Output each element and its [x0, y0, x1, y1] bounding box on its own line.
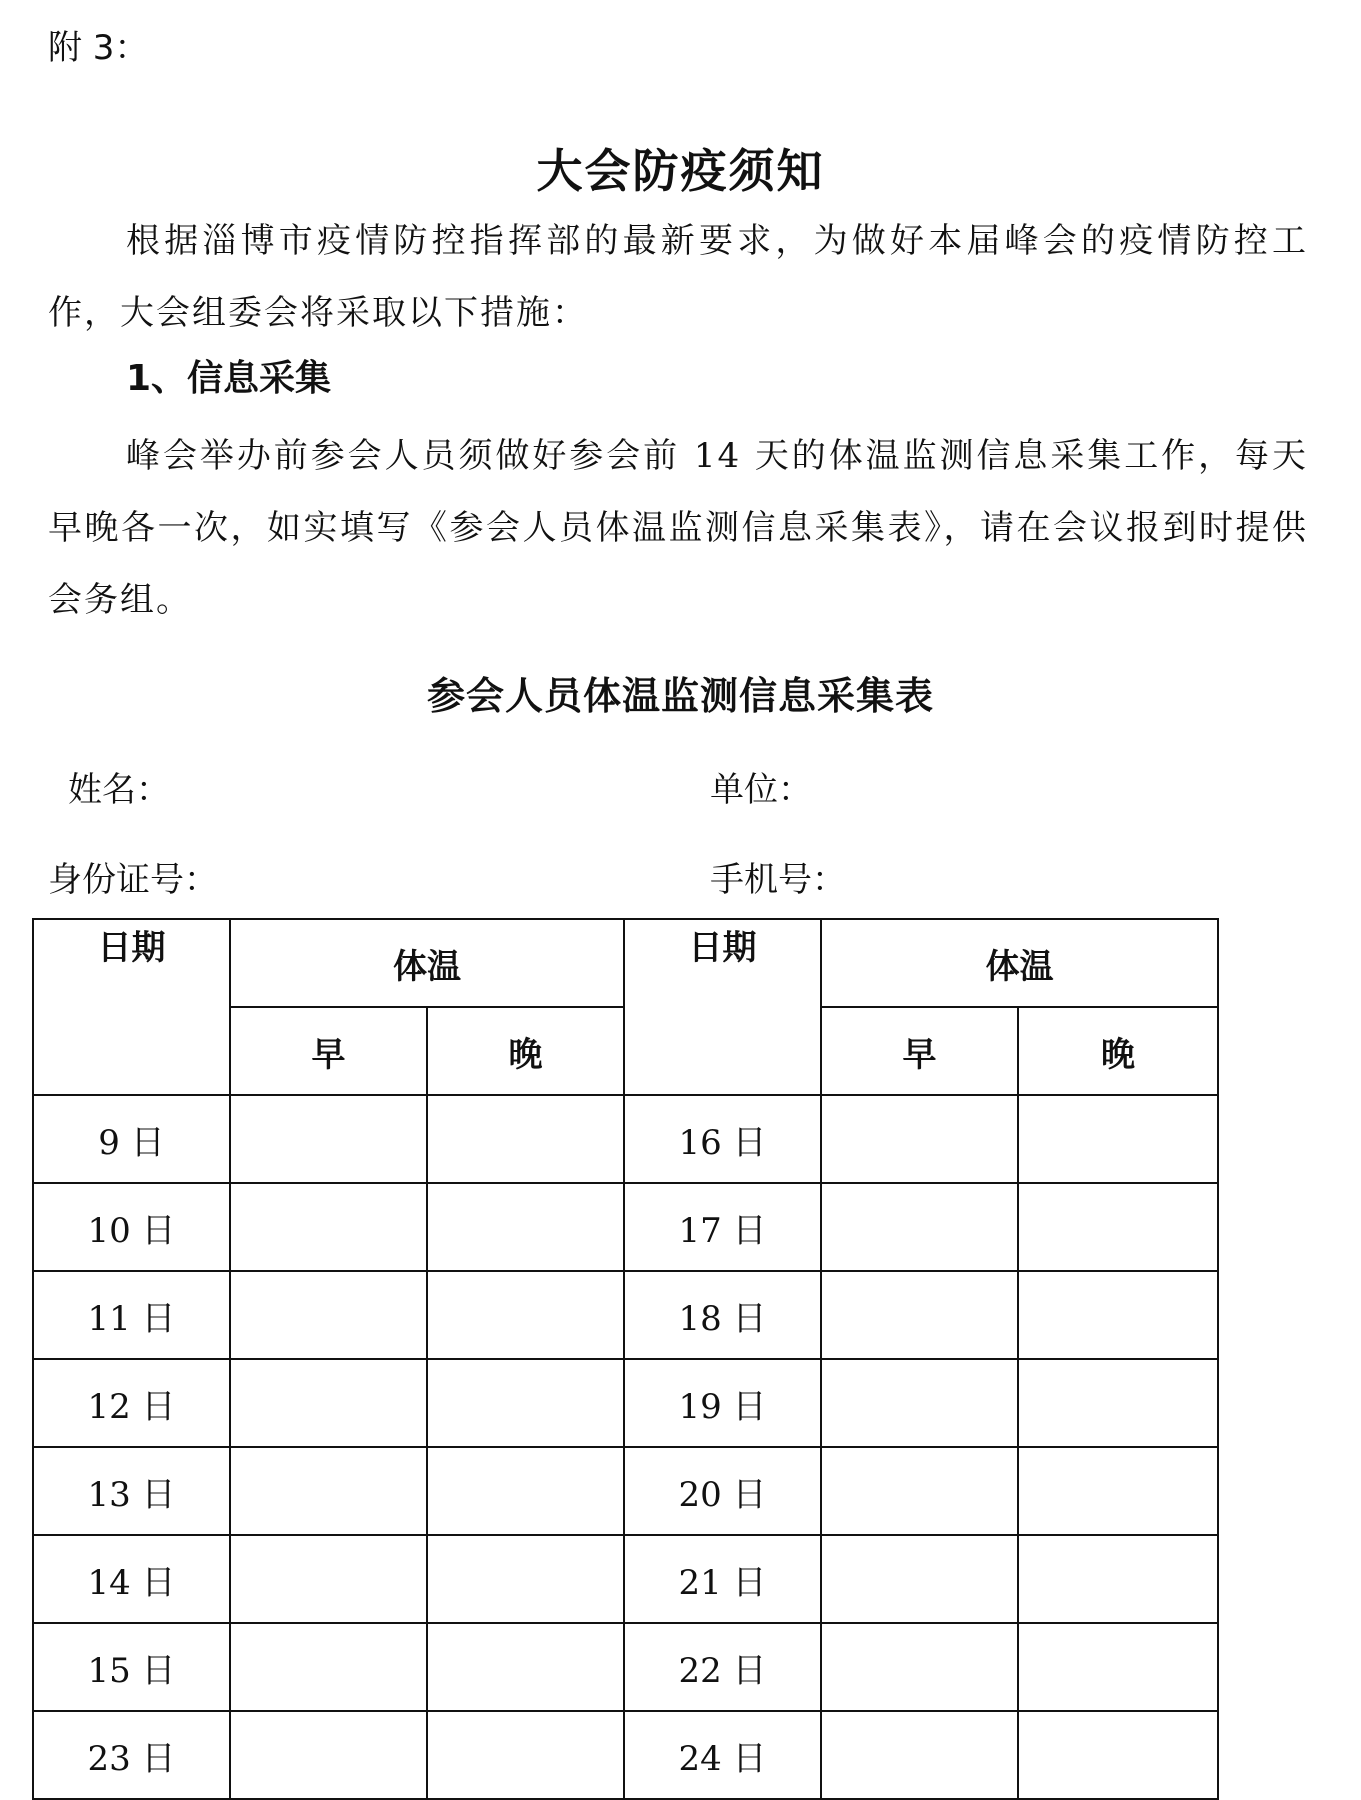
day-cell-left: 23 日 — [33, 1711, 230, 1799]
day-cell-left: 10 日 — [33, 1183, 230, 1271]
evening-cell[interactable] — [1018, 1271, 1218, 1359]
morning-cell[interactable] — [230, 1711, 427, 1799]
morning-cell[interactable] — [230, 1447, 427, 1535]
evening-cell[interactable] — [1018, 1183, 1218, 1271]
date-header-left: 日期 — [33, 919, 230, 1095]
morning-cell[interactable] — [230, 1623, 427, 1711]
day-cell-right: 18 日 — [624, 1271, 821, 1359]
day-cell-right: 17 日 — [624, 1183, 821, 1271]
morning-cell[interactable] — [821, 1271, 1018, 1359]
morning-cell[interactable] — [821, 1095, 1018, 1183]
evening-cell[interactable] — [1018, 1447, 1218, 1535]
intro-paragraph: 根据淄博市疫情防控指挥部的最新要求，为做好本届峰会的疫情防控工作，大会组委会将采取以下措施： — [48, 221, 1308, 333]
evening-cell[interactable] — [427, 1183, 624, 1271]
day-cell-left: 14 日 — [33, 1535, 230, 1623]
evening-cell[interactable] — [427, 1095, 624, 1183]
morning-header-right: 早 — [821, 1007, 1018, 1095]
table-row — [33, 1447, 1218, 1535]
temperature-table — [32, 918, 1219, 1800]
evening-cell[interactable] — [427, 1271, 624, 1359]
form-title: 参会人员体温监测信息采集表 — [426, 674, 934, 718]
table-row — [33, 1359, 1218, 1447]
day-cell-right: 22 日 — [624, 1623, 821, 1711]
evening-cell[interactable] — [1018, 1623, 1218, 1711]
evening-cell[interactable] — [427, 1447, 624, 1535]
table-row — [33, 1183, 1218, 1271]
day-cell-right: 16 日 — [624, 1095, 821, 1183]
evening-cell[interactable] — [1018, 1095, 1218, 1183]
morning-cell[interactable] — [821, 1447, 1018, 1535]
evening-cell[interactable] — [1018, 1535, 1218, 1623]
attachment-label: 附 3： — [48, 28, 149, 68]
day-cell-right: 24 日 — [624, 1711, 821, 1799]
phone-label: 手机号： — [710, 860, 846, 900]
table-row — [33, 1623, 1218, 1711]
day-cell-right: 19 日 — [624, 1359, 821, 1447]
evening-cell[interactable] — [427, 1359, 624, 1447]
temperature-header-left: 体温 — [230, 919, 624, 1007]
morning-cell[interactable] — [821, 1535, 1018, 1623]
morning-cell[interactable] — [230, 1359, 427, 1447]
evening-cell[interactable] — [427, 1711, 624, 1799]
name-label: 姓名： — [68, 770, 170, 810]
day-cell-left: 9 日 — [33, 1095, 230, 1183]
id-number-label: 身份证号： — [48, 860, 218, 900]
table-row — [33, 1271, 1218, 1359]
day-cell-left: 12 日 — [33, 1359, 230, 1447]
morning-cell[interactable] — [230, 1271, 427, 1359]
section-heading: 1、信息采集 — [126, 358, 332, 399]
day-cell-left: 11 日 — [33, 1271, 230, 1359]
page-title: 大会防疫须知 — [536, 144, 825, 198]
evening-header-right: 晚 — [1018, 1007, 1218, 1095]
table-row — [33, 1095, 1218, 1183]
morning-header-left: 早 — [230, 1007, 427, 1095]
morning-cell[interactable] — [821, 1623, 1018, 1711]
evening-cell[interactable] — [1018, 1711, 1218, 1799]
morning-cell[interactable] — [821, 1183, 1018, 1271]
date-header-right: 日期 — [624, 919, 821, 1095]
evening-header-left: 晚 — [427, 1007, 624, 1095]
morning-cell[interactable] — [821, 1711, 1018, 1799]
temperature-header-right: 体温 — [821, 919, 1218, 1007]
evening-cell[interactable] — [1018, 1359, 1218, 1447]
morning-cell[interactable] — [230, 1095, 427, 1183]
day-cell-right: 20 日 — [624, 1447, 821, 1535]
section-body: 峰会举办前参会人员须做好参会前 14 天的体温监测信息采集工作，每天早晚各一次，如实填写《参会人员体温监测信息采集表》，请在会议报到时提供会务组。 — [48, 436, 1308, 620]
morning-cell[interactable] — [821, 1359, 1018, 1447]
table-row — [33, 1711, 1218, 1799]
table-row — [33, 1535, 1218, 1623]
evening-cell[interactable] — [427, 1623, 624, 1711]
day-cell-right: 21 日 — [624, 1535, 821, 1623]
morning-cell[interactable] — [230, 1183, 427, 1271]
unit-label: 单位： — [710, 770, 812, 810]
day-cell-left: 13 日 — [33, 1447, 230, 1535]
day-cell-left: 15 日 — [33, 1623, 230, 1711]
evening-cell[interactable] — [427, 1535, 624, 1623]
morning-cell[interactable] — [230, 1535, 427, 1623]
